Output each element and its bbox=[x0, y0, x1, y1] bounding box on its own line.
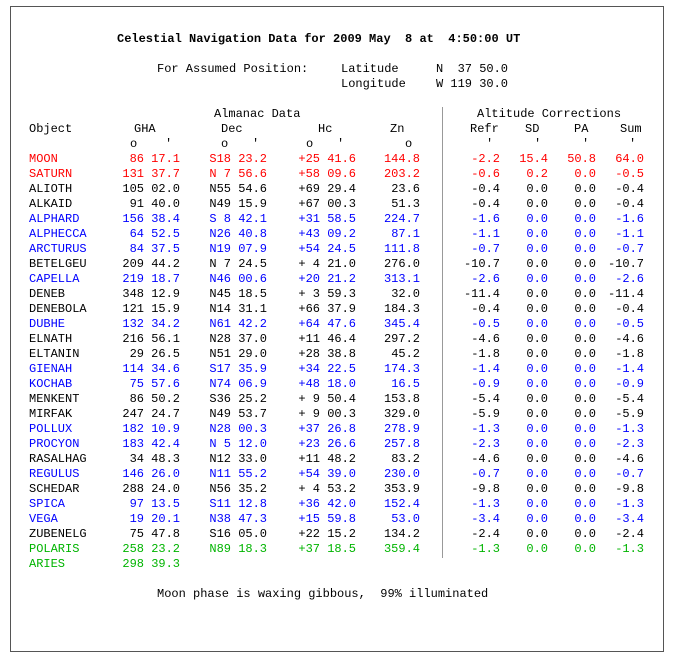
cell-hc: +34 22.5 bbox=[298, 362, 356, 376]
cell-gha: 209 44.2 bbox=[122, 257, 180, 271]
dec-degree-unit: o bbox=[221, 137, 229, 151]
cell-pa: 0.0 bbox=[574, 287, 596, 301]
cell-pa: 0.0 bbox=[574, 422, 596, 436]
cell-hc: +37 18.5 bbox=[298, 542, 356, 556]
cell-sd: 0.0 bbox=[526, 467, 548, 481]
latitude-label: Latitude bbox=[341, 62, 399, 76]
cell-zn: 297.2 bbox=[383, 332, 420, 346]
cell-sum: -0.4 bbox=[615, 182, 644, 196]
cell-pa: 0.0 bbox=[574, 242, 596, 256]
cell-gha: 182 10.9 bbox=[122, 422, 180, 436]
gha-minute-unit: ' bbox=[165, 137, 173, 151]
cell-hc: + 3 59.3 bbox=[298, 287, 356, 301]
cell-hc: +15 59.8 bbox=[298, 512, 356, 526]
cell-refr: -0.4 bbox=[471, 197, 500, 211]
cell-sd: 0.0 bbox=[526, 182, 548, 196]
cell-gha: 29 26.5 bbox=[129, 347, 180, 361]
cell-name: SATURN bbox=[29, 167, 73, 181]
cell-pa: 0.0 bbox=[574, 467, 596, 481]
cell-sd: 0.2 bbox=[526, 167, 548, 181]
cell-sum: -0.9 bbox=[615, 377, 644, 391]
cell-sum: -0.4 bbox=[615, 302, 644, 316]
cell-name: ELNATH bbox=[29, 332, 73, 346]
cell-zn: 257.8 bbox=[383, 437, 420, 451]
cell-sd: 0.0 bbox=[526, 512, 548, 526]
cell-sum: -1.3 bbox=[615, 542, 644, 556]
cell-refr: -0.7 bbox=[471, 242, 500, 256]
cell-sum: -1.3 bbox=[615, 497, 644, 511]
latitude-value: N 37 50.0 bbox=[436, 62, 509, 76]
cell-gha: 19 20.1 bbox=[129, 512, 180, 526]
cell-refr: -1.3 bbox=[471, 497, 500, 511]
cell-pa: 0.0 bbox=[574, 257, 596, 271]
cell-pa: 0.0 bbox=[574, 512, 596, 526]
cell-refr: -0.5 bbox=[471, 317, 500, 331]
cell-dec: S 8 42.1 bbox=[209, 212, 267, 226]
cell-sd: 0.0 bbox=[526, 287, 548, 301]
cell-refr: -3.4 bbox=[471, 512, 500, 526]
cell-refr: -1.4 bbox=[471, 362, 500, 376]
cell-sum: -10.7 bbox=[607, 257, 644, 271]
cell-gha: 298 39.3 bbox=[122, 557, 180, 571]
cell-gha: 91 40.0 bbox=[129, 197, 180, 211]
cell-gha: 75 57.6 bbox=[129, 377, 180, 391]
cell-hc: +69 29.4 bbox=[298, 182, 356, 196]
cell-dec: S36 25.2 bbox=[209, 392, 267, 406]
cell-sd: 0.0 bbox=[526, 437, 548, 451]
cell-pa: 0.0 bbox=[574, 212, 596, 226]
cell-name: KOCHAB bbox=[29, 377, 73, 391]
cell-pa: 0.0 bbox=[574, 542, 596, 556]
cell-pa: 0.0 bbox=[574, 452, 596, 466]
cell-hc: +43 09.2 bbox=[298, 227, 356, 241]
cell-gha: 156 38.4 bbox=[122, 212, 180, 226]
cell-dec: N12 33.0 bbox=[209, 452, 267, 466]
cell-refr: -2.2 bbox=[471, 152, 500, 166]
cell-zn: 313.1 bbox=[383, 272, 420, 286]
cell-name: ARCTURUS bbox=[29, 242, 87, 256]
cell-refr: -5.9 bbox=[471, 407, 500, 421]
cell-hc: +25 41.6 bbox=[298, 152, 356, 166]
cell-name: DENEB bbox=[29, 287, 66, 301]
cell-name: ZUBENELG bbox=[29, 527, 87, 541]
pa-unit: ' bbox=[582, 137, 590, 151]
cell-name: VEGA bbox=[29, 512, 58, 526]
cell-dec: N74 06.9 bbox=[209, 377, 267, 391]
cell-sd: 0.0 bbox=[526, 347, 548, 361]
cell-sum: -11.4 bbox=[607, 287, 644, 301]
cell-sd: 0.0 bbox=[526, 257, 548, 271]
cell-hc: +58 09.6 bbox=[298, 167, 356, 181]
cell-pa: 0.0 bbox=[574, 332, 596, 346]
cell-sd: 0.0 bbox=[526, 212, 548, 226]
gha-degree-unit: o bbox=[130, 137, 138, 151]
cell-zn: 203.2 bbox=[383, 167, 420, 181]
cell-sd: 0.0 bbox=[526, 242, 548, 256]
cell-hc: + 4 53.2 bbox=[298, 482, 356, 496]
column-header-sd: SD bbox=[525, 122, 540, 136]
cell-gha: 216 56.1 bbox=[122, 332, 180, 346]
cell-sd: 0.0 bbox=[526, 497, 548, 511]
cell-name: POLARIS bbox=[29, 542, 80, 556]
cell-hc: + 4 21.0 bbox=[298, 257, 356, 271]
cell-name: MIRFAK bbox=[29, 407, 73, 421]
cell-dec: S18 23.2 bbox=[209, 152, 267, 166]
cell-refr: -0.7 bbox=[471, 467, 500, 481]
cell-dec: N28 37.0 bbox=[209, 332, 267, 346]
cell-name: PROCYON bbox=[29, 437, 80, 451]
cell-zn: 144.8 bbox=[383, 152, 420, 166]
cell-gha: 86 50.2 bbox=[129, 392, 180, 406]
cell-refr: -0.6 bbox=[471, 167, 500, 181]
cell-hc: +20 21.2 bbox=[298, 272, 356, 286]
column-header-zn: Zn bbox=[390, 122, 405, 136]
hc-degree-unit: o bbox=[306, 137, 314, 151]
cell-refr: -5.4 bbox=[471, 392, 500, 406]
cell-pa: 0.0 bbox=[574, 197, 596, 211]
cell-name: DUBHE bbox=[29, 317, 66, 331]
cell-sd: 0.0 bbox=[526, 482, 548, 496]
cell-refr: -4.6 bbox=[471, 452, 500, 466]
cell-refr: -4.6 bbox=[471, 332, 500, 346]
cell-refr: -9.8 bbox=[471, 482, 500, 496]
cell-hc: +11 48.2 bbox=[298, 452, 356, 466]
cell-name: ELTANIN bbox=[29, 347, 80, 361]
cell-sum: -4.6 bbox=[615, 452, 644, 466]
cell-sum: -0.7 bbox=[615, 242, 644, 256]
cell-zn: 224.7 bbox=[383, 212, 420, 226]
hc-minute-unit: ' bbox=[337, 137, 345, 151]
cell-pa: 0.0 bbox=[574, 302, 596, 316]
cell-zn: 278.9 bbox=[383, 422, 420, 436]
cell-sd: 0.0 bbox=[526, 407, 548, 421]
cell-zn: 230.0 bbox=[383, 467, 420, 481]
cell-sd: 0.0 bbox=[526, 452, 548, 466]
cell-gha: 247 24.7 bbox=[122, 407, 180, 421]
cell-gha: 131 37.7 bbox=[122, 167, 180, 181]
cell-dec: N89 18.3 bbox=[209, 542, 267, 556]
cell-hc: +22 15.2 bbox=[298, 527, 356, 541]
cell-pa: 0.0 bbox=[574, 227, 596, 241]
cell-zn: 134.2 bbox=[383, 527, 420, 541]
cell-gha: 121 15.9 bbox=[122, 302, 180, 316]
cell-gha: 348 12.9 bbox=[122, 287, 180, 301]
cell-zn: 359.4 bbox=[383, 542, 420, 556]
cell-gha: 75 47.8 bbox=[129, 527, 180, 541]
dec-minute-unit: ' bbox=[252, 137, 260, 151]
cell-gha: 114 34.6 bbox=[122, 362, 180, 376]
cell-zn: 184.3 bbox=[383, 302, 420, 316]
cell-refr: -2.3 bbox=[471, 437, 500, 451]
cell-dec: N 7 24.5 bbox=[209, 257, 267, 271]
cell-name: BETELGEU bbox=[29, 257, 87, 271]
cell-sd: 0.0 bbox=[526, 392, 548, 406]
cell-zn: 111.8 bbox=[383, 242, 420, 256]
cell-sum: -1.6 bbox=[615, 212, 644, 226]
cell-hc: +64 47.6 bbox=[298, 317, 356, 331]
longitude-value: W 119 30.0 bbox=[436, 77, 509, 91]
longitude-label: Longitude bbox=[341, 77, 406, 91]
cell-gha: 34 48.3 bbox=[129, 452, 180, 466]
cell-hc: +37 26.8 bbox=[298, 422, 356, 436]
cell-refr: -1.3 bbox=[471, 422, 500, 436]
cell-dec: N49 53.7 bbox=[209, 407, 267, 421]
cell-name: ARIES bbox=[29, 557, 66, 571]
cell-name: ALPHARD bbox=[29, 212, 80, 226]
sum-unit: ' bbox=[629, 137, 637, 151]
assumed-position-label: For Assumed Position: bbox=[157, 62, 309, 76]
cell-sd: 0.0 bbox=[526, 272, 548, 286]
cell-sum: -1.3 bbox=[615, 422, 644, 436]
cell-zn: 153.8 bbox=[383, 392, 420, 406]
cell-refr: -1.1 bbox=[471, 227, 500, 241]
cell-zn: 23.6 bbox=[391, 182, 420, 196]
cell-dec: N 5 12.0 bbox=[209, 437, 267, 451]
cell-refr: -2.4 bbox=[471, 527, 500, 541]
cell-dec: N28 00.3 bbox=[209, 422, 267, 436]
cell-name: SPICA bbox=[29, 497, 66, 511]
cell-pa: 0.0 bbox=[574, 362, 596, 376]
cell-dec: S16 05.0 bbox=[209, 527, 267, 541]
cell-sum: -0.5 bbox=[615, 317, 644, 331]
cell-zn: 87.1 bbox=[391, 227, 420, 241]
cell-gha: 97 13.5 bbox=[129, 497, 180, 511]
cell-name: GIENAH bbox=[29, 362, 73, 376]
cell-gha: 105 02.0 bbox=[122, 182, 180, 196]
cell-name: ALIOTH bbox=[29, 182, 73, 196]
cell-zn: 32.0 bbox=[391, 287, 420, 301]
cell-sd: 0.0 bbox=[526, 377, 548, 391]
column-header-pa: PA bbox=[574, 122, 589, 136]
cell-pa: 0.0 bbox=[574, 272, 596, 286]
cell-dec: N46 00.6 bbox=[209, 272, 267, 286]
cell-zn: 16.5 bbox=[391, 377, 420, 391]
cell-refr: -1.6 bbox=[471, 212, 500, 226]
cell-sum: -2.4 bbox=[615, 527, 644, 541]
cell-hc: +66 37.9 bbox=[298, 302, 356, 316]
cell-name: ALKAID bbox=[29, 197, 73, 211]
cell-refr: -0.4 bbox=[471, 182, 500, 196]
cell-hc: +67 00.3 bbox=[298, 197, 356, 211]
cell-sum: -1.1 bbox=[615, 227, 644, 241]
cell-gha: 183 42.4 bbox=[122, 437, 180, 451]
cell-dec: N55 54.6 bbox=[209, 182, 267, 196]
column-divider bbox=[442, 107, 443, 558]
cell-hc: +28 38.8 bbox=[298, 347, 356, 361]
cell-hc: + 9 00.3 bbox=[298, 407, 356, 421]
cell-name: MENKENT bbox=[29, 392, 80, 406]
cell-name: MOON bbox=[29, 152, 58, 166]
cell-sum: -2.6 bbox=[615, 272, 644, 286]
cell-pa: 0.0 bbox=[574, 437, 596, 451]
cell-dec: N14 31.1 bbox=[209, 302, 267, 316]
cell-sd: 0.0 bbox=[526, 302, 548, 316]
cell-zn: 152.4 bbox=[383, 497, 420, 511]
cell-sd: 0.0 bbox=[526, 227, 548, 241]
cell-zn: 329.0 bbox=[383, 407, 420, 421]
cell-zn: 53.0 bbox=[391, 512, 420, 526]
cell-dec: N56 35.2 bbox=[209, 482, 267, 496]
page-title: Celestial Navigation Data for 2009 May 8 at 4:50:00 UT bbox=[117, 32, 521, 46]
cell-pa: 0.0 bbox=[574, 167, 596, 181]
cell-hc: +23 26.6 bbox=[298, 437, 356, 451]
cell-sum: -1.4 bbox=[615, 362, 644, 376]
cell-sum: -4.6 bbox=[615, 332, 644, 346]
cell-pa: 0.0 bbox=[574, 347, 596, 361]
cell-zn: 353.9 bbox=[383, 482, 420, 496]
cell-gha: 288 24.0 bbox=[122, 482, 180, 496]
cell-dec: N38 47.3 bbox=[209, 512, 267, 526]
sd-unit: ' bbox=[534, 137, 542, 151]
cell-refr: -10.7 bbox=[463, 257, 500, 271]
cell-sum: -0.5 bbox=[615, 167, 644, 181]
cell-sum: -1.8 bbox=[615, 347, 644, 361]
cell-hc: +36 42.0 bbox=[298, 497, 356, 511]
column-header-hc: Hc bbox=[318, 122, 333, 136]
column-header-object: Object bbox=[29, 122, 73, 136]
moon-phase-footer: Moon phase is waxing gibbous, 99% illuminated bbox=[157, 587, 489, 601]
cell-sd: 15.4 bbox=[519, 152, 548, 166]
cell-sum: -3.4 bbox=[615, 512, 644, 526]
altitude-corrections-group-header: Altitude Corrections bbox=[477, 107, 622, 121]
column-header-refr: Refr bbox=[470, 122, 499, 136]
cell-gha: 146 26.0 bbox=[122, 467, 180, 481]
cell-name: REGULUS bbox=[29, 467, 80, 481]
cell-sd: 0.0 bbox=[526, 422, 548, 436]
cell-pa: 0.0 bbox=[574, 407, 596, 421]
cell-pa: 0.0 bbox=[574, 317, 596, 331]
cell-pa: 0.0 bbox=[574, 527, 596, 541]
zn-degree-unit: o bbox=[405, 137, 413, 151]
cell-sum: -0.4 bbox=[615, 197, 644, 211]
cell-zn: 83.2 bbox=[391, 452, 420, 466]
cell-hc: +54 24.5 bbox=[298, 242, 356, 256]
cell-hc: +54 39.0 bbox=[298, 467, 356, 481]
cell-sd: 0.0 bbox=[526, 527, 548, 541]
cell-pa: 50.8 bbox=[567, 152, 596, 166]
cell-zn: 45.2 bbox=[391, 347, 420, 361]
cell-zn: 345.4 bbox=[383, 317, 420, 331]
column-header-sum: Sum bbox=[620, 122, 642, 136]
cell-dec: N51 29.0 bbox=[209, 347, 267, 361]
cell-refr: -2.6 bbox=[471, 272, 500, 286]
cell-dec: N19 07.9 bbox=[209, 242, 267, 256]
cell-dec: S17 35.9 bbox=[209, 362, 267, 376]
cell-hc: +48 18.0 bbox=[298, 377, 356, 391]
cell-sd: 0.0 bbox=[526, 197, 548, 211]
cell-refr: -0.4 bbox=[471, 302, 500, 316]
cell-sum: -0.7 bbox=[615, 467, 644, 481]
column-header-dec: Dec bbox=[221, 122, 243, 136]
cell-name: SCHEDAR bbox=[29, 482, 80, 496]
cell-pa: 0.0 bbox=[574, 182, 596, 196]
cell-name: CAPELLA bbox=[29, 272, 80, 286]
cell-refr: -1.8 bbox=[471, 347, 500, 361]
cell-dec: N 7 56.6 bbox=[209, 167, 267, 181]
cell-name: DENEBOLA bbox=[29, 302, 87, 316]
cell-zn: 51.3 bbox=[391, 197, 420, 211]
cell-name: ALPHECCA bbox=[29, 227, 87, 241]
cell-pa: 0.0 bbox=[574, 392, 596, 406]
cell-pa: 0.0 bbox=[574, 482, 596, 496]
cell-refr: -1.3 bbox=[471, 542, 500, 556]
cell-hc: +11 46.4 bbox=[298, 332, 356, 346]
cell-sd: 0.0 bbox=[526, 332, 548, 346]
cell-gha: 219 18.7 bbox=[122, 272, 180, 286]
cell-dec: N26 40.8 bbox=[209, 227, 267, 241]
cell-dec: N61 42.2 bbox=[209, 317, 267, 331]
cell-name: RASALHAG bbox=[29, 452, 87, 466]
cell-pa: 0.0 bbox=[574, 497, 596, 511]
cell-gha: 84 37.5 bbox=[129, 242, 180, 256]
cell-sd: 0.0 bbox=[526, 542, 548, 556]
cell-gha: 132 34.2 bbox=[122, 317, 180, 331]
cell-hc: + 9 50.4 bbox=[298, 392, 356, 406]
cell-sum: -5.9 bbox=[615, 407, 644, 421]
cell-gha: 64 52.5 bbox=[129, 227, 180, 241]
cell-sum: -9.8 bbox=[615, 482, 644, 496]
cell-refr: -0.9 bbox=[471, 377, 500, 391]
cell-refr: -11.4 bbox=[463, 287, 500, 301]
cell-pa: 0.0 bbox=[574, 377, 596, 391]
cell-name: POLLUX bbox=[29, 422, 73, 436]
cell-sum: -5.4 bbox=[615, 392, 644, 406]
almanac-data-group-header: Almanac Data bbox=[214, 107, 301, 121]
cell-sum: 64.0 bbox=[615, 152, 644, 166]
cell-zn: 276.0 bbox=[383, 257, 420, 271]
cell-sd: 0.0 bbox=[526, 362, 548, 376]
cell-sd: 0.0 bbox=[526, 317, 548, 331]
cell-dec: S11 12.8 bbox=[209, 497, 267, 511]
cell-dec: N45 18.5 bbox=[209, 287, 267, 301]
cell-gha: 86 17.1 bbox=[129, 152, 180, 166]
cell-zn: 174.3 bbox=[383, 362, 420, 376]
cell-hc: +31 58.5 bbox=[298, 212, 356, 226]
cell-dec: N49 15.9 bbox=[209, 197, 267, 211]
column-header-gha: GHA bbox=[134, 122, 156, 136]
cell-sum: -2.3 bbox=[615, 437, 644, 451]
cell-gha: 258 23.2 bbox=[122, 542, 180, 556]
cell-dec: N11 55.2 bbox=[209, 467, 267, 481]
refr-unit: ' bbox=[486, 137, 494, 151]
